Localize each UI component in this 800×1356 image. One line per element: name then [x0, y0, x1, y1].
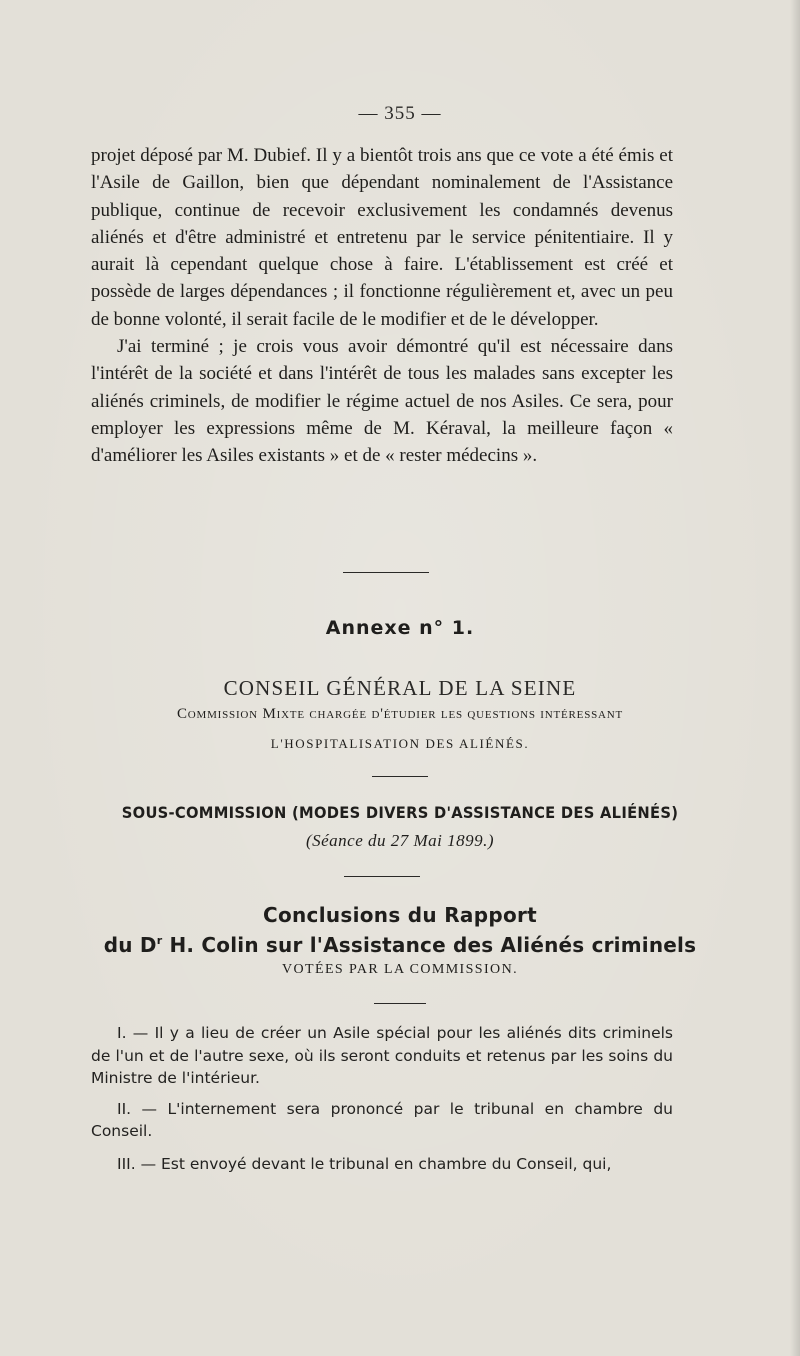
session-date: (Séance du 27 Mai 1899.)	[305, 831, 495, 850]
author-rest: H. Colin sur l'Assistance des Aliénés criminels	[162, 933, 697, 957]
article-2: II. — L'internement sera prononcé par le tribunal en chambre du Conseil.	[91, 1099, 673, 1140]
divider-before-conclusions	[344, 876, 420, 877]
conclusions-title: Conclusions du Rapport	[262, 903, 538, 927]
page-number: — 355 —	[358, 103, 442, 124]
body-paragraphs	[91, 142, 673, 470]
commission-line: Commission Mixte chargée d'étudier les questions intéressant	[176, 706, 624, 722]
subcommission-title: SOUS-COMMISSION (MODES DIVERS D'ASSISTANCE DES ALIÉNÉS)	[121, 803, 679, 822]
annexe-title: Annexe n° 1.	[325, 617, 475, 639]
paragraph-1: projet déposé par M. Dubief. Il y a bientôt trois ans que ce vote a été émis et l'Asile de Gaillon, bien que dépendant nominalement de l'Assistance publique, continue de recevoir exclusivement les condamnés devenus aliénés et d'être administré et entretenu par le service pénitentiaire. Il y aurait là cependant quelque chose à faire. L'établissement est créé et possède de larges dépendances ; il fonctionne régulièrement et, avec un peu de bonne volonté, il serait facile de le modifier et de le développer.	[91, 145, 673, 330]
voted-by-line: VOTÉES PAR LA COMMISSION.	[282, 962, 518, 977]
report-author-line	[0, 933, 800, 957]
author-prefix: du D	[103, 933, 157, 957]
paragraph-2: J'ai terminé ; je crois vous avoir démontré qu'il est nécessaire dans l'intérêt de la société et dans l'intérêt de tous les malades sans excepter les aliénés criminels, de modifier le régime actuel de nos Asiles. Ce sera, pour employer les expressions même de M. Kéraval, la meilleure façon « d'améliorer les Asiles existants » et de « rester médecins ».	[91, 336, 673, 467]
council-title: CONSEIL GÉNÉRAL DE LA SEINE	[223, 676, 577, 700]
articles-list	[91, 1022, 673, 1185]
hospitalisation-line: L'HOSPITALISATION DES ALIÉNÉS.	[270, 736, 530, 751]
article-1: I. — Il y a lieu de créer un Asile spécial pour les aliénés dits criminels de l'un et de l'autre sexe, où ils seront conduits et retenus par les soins du Ministre de l'intérieur.	[91, 1024, 673, 1087]
article-3: III. — Est envoyé devant le tribunal en chambre du Conseil, qui,	[117, 1154, 612, 1173]
divider-before-articles	[374, 1003, 426, 1004]
section-divider	[343, 572, 429, 573]
author-superscript: r	[156, 934, 163, 947]
short-divider	[372, 776, 428, 777]
